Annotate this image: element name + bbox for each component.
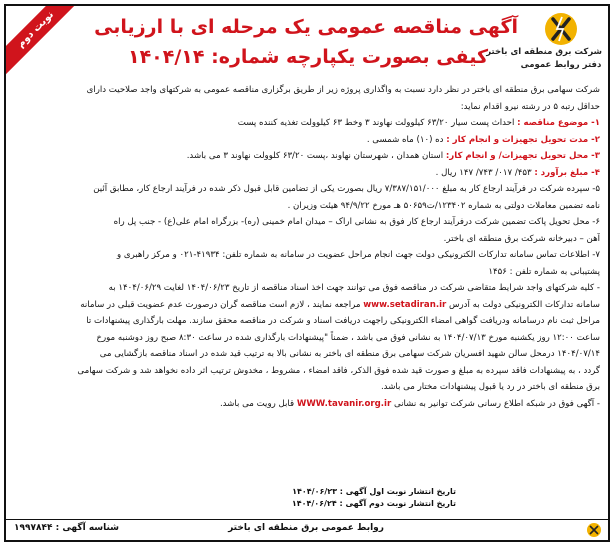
para5-line: نامه تضمین معاملات دولتی به شماره ۱۲۳۴۰۲/ت۵۰۶۵۹ هـ مورخ ۹۴/۹/۲۲ هیئت وزیران . (287, 200, 600, 211)
item-label: ۳- محل تحویل تجهیزات/ و انجام کار: (445, 151, 600, 161)
para8-text: سامانه تدارکات الکترونیکی دولت به آدرس (449, 299, 600, 310)
para7-line: پشتیبانی به شماره تلفن : ۱۴۵۶ (488, 266, 600, 277)
item-label: ۱- موضوع مناقصه : (517, 118, 600, 128)
setad-link[interactable]: www.setadiran.ir (363, 299, 447, 310)
item-text: استان همدان ، شهرستان نهاوند ،پست ۶۳/۲۰ کلوولت نهاوند ۳ می باشد. (186, 151, 446, 161)
para8-line: گردد ، به پیشنهادات فاقد سپرده به مبلغ و صورت قید شده فوق الذکر، فاقد امضاء ، مشروط ، مخدوش ترتیب اثر داده نخواهد شد و شرکت سهامی (77, 365, 600, 376)
footer-logo-icon (542, 522, 602, 538)
para8-line: مراحل ثبت نام درسامانه ودریافت گواهی امضاء الکترونیکی راجهت دریافت اسناد و شرکت در مناقصه محقق سازند. مهلت بارگذاری پیشنهادات تا (86, 316, 600, 326)
org-name: شرکت برق منطقه ای باختر (486, 47, 602, 57)
item-estimate (16, 165, 600, 182)
item-subject (16, 115, 600, 132)
para8-line: ساعت ۱۲:۰۰ روز یکشنبه مورخ ۱۴۰۴/۰۷/۱۳ به نشانی فوق می باشد ، ضمناً "پیشنهادات بارگذاری شده در ساعت ۸:۳۰ صبح روز دوشنبه مورخ (96, 332, 600, 343)
para8-line: ۱۴۰۴/۰۷/۱۴ درمحل سالن شهید افسریان شرکت سهامی برق منطقه ای باختر به نشانی بالا به ترتیب قید شده در اسناد مناقصه بازگشایی می (99, 349, 600, 359)
para6-line: ۶- محل تحویل پاکت تضمین شرکت درفرآیند ارجاع کار فوق به نشانی اراک – میدان امام خمینی (ره)- بزرگراه امام علی(ع) - جنب پل راه (113, 217, 600, 227)
item-location (16, 148, 600, 165)
notice-title-line2: کیفی بصورت یکپارچه شماره: ۱۴۰۴/۱۴ (127, 46, 489, 68)
para8-line (16, 297, 600, 314)
intro-line: شرکت سهامی برق منطقه ای باختر در نظر دارد نسبت به واگذاری پروژه زیر از طریق برگزاری مناقصه عمومی به شرکتهای واجد صلاحیت دارای (86, 85, 600, 95)
notice-title-line1: آگهی مناقصه عمومی یک مرحله ای با ارزیابی (94, 16, 518, 38)
round-badge (4, 4, 85, 79)
item-text: ۴۵۳/ ۰۱۷/ ۷۴۳/ ۱۴۷ ریال . (435, 167, 535, 178)
para5-line: ۵- سپرده شرکت در فرآیند ارجاع کار به مبلغ ۷/۳۸۷/۱۵۱/۰۰۰ ریال بصورت یکی از تضامین قابل قبول ذکر شده در فرآیند ارجاع کار، مطابق آئین (93, 184, 600, 194)
para8-line: - کلیه شرکتهای واجد شرایط متقاضی شرکت در مناقصه فوق می توانند جهت اخذ اسناد مناقصه از تاریخ ۱۴۰۴/۰۶/۲۳ لغایت ۱۴۰۴/۰۶/۲۹ به (108, 283, 600, 293)
tavanir-line (16, 396, 600, 413)
tavanir-link[interactable]: WWW.tavanir.org.ir (296, 398, 392, 409)
publish-dates (156, 486, 456, 510)
ad-line-after: قابل رویت می باشد. (219, 398, 297, 409)
round-badge-label: نوبت دوم (15, 9, 56, 50)
footer-bar (6, 519, 608, 540)
org-logo (486, 12, 602, 74)
org-office: دفتر روابط عمومی (520, 60, 602, 70)
item-duration (16, 132, 600, 149)
item-label: ۴- مبلغ برآورد : (534, 167, 600, 178)
para8-line: برق منطقه ای باختر در رد یا قبول پیشنهادات مختار می باشد. (380, 382, 600, 392)
first-publish-date: تاریخ انتشار نوبت اول آگهی : ۱۴۰۴/۰۶/۲۳ (292, 487, 456, 496)
second-publish-date: تاریخ انتشار نوبت دوم آگهی : ۱۴۰۴/۰۶/۲۴ (291, 499, 456, 508)
ad-line-before: - آگهی فوق در شبکه اطلاع رسانی شرکت توانیر به نشانی (393, 398, 600, 409)
para6-line: آهن – دبیرخانه شرکت برق منطقه ای باختر. (443, 233, 600, 244)
intro-line: حداقل رتبه ۵ در رشته نیرو اقدام نماید: (460, 101, 600, 112)
item-text: احداث پست سیار ۶۳/۲۰ کیلوولت نهاوند ۳ وخط ۶۳ کیلوولت تغذیه کننده پست (237, 118, 518, 128)
item-text: ده (۱۰) ماه شمسی . (366, 134, 447, 145)
para8-text: مراجعه نمایند ، لازم است مناقصه گران درصورت عدم عضویت قبلی در سامانه (80, 299, 361, 310)
footer-org: روابط عمومی برق منطقه ای باختر (228, 523, 384, 533)
lightning-logo-icon (544, 12, 578, 46)
notice-body (16, 82, 600, 412)
para7-line: ۷- اطلاعات تماس سامانه تدارکات الکترونیکی دولت جهت انجام مراحل عضویت در سامانه به شماره تلفن: ۴۱۹۳۴-۰۲۱ و مرکز راهبری و (116, 250, 600, 260)
item-label: ۲- مدت تحویل تجهیزات و انجام کار : (446, 134, 600, 145)
notice-id: شناسه آگهی : ۱۹۹۷۸۴۴ (14, 523, 120, 533)
notice-page (4, 4, 610, 542)
